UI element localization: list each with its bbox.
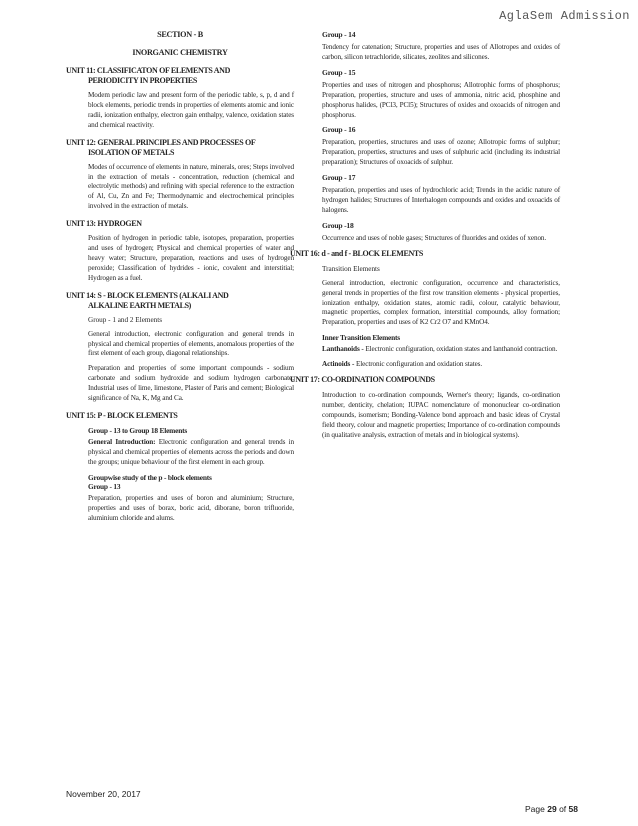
transition-heading: Transition Elements bbox=[322, 264, 380, 273]
unit17-heading: UNIT 17: CO-ORDINATION COMPOUNDS bbox=[290, 374, 435, 384]
groupwise-heading: Groupwise study of the p - block elements bbox=[88, 472, 212, 482]
unit14-title-line2: ALKALINE EARTH METALS) bbox=[88, 300, 191, 310]
general-intro-label: General Introduction: bbox=[88, 437, 156, 446]
group15-body: Properties and uses of nitrogen and phosphorus; Allotrophic forms of phosphorus; Preparation, properties, structure and uses of ammonia, nitric acid, phosphine and phosphorus halides, (PCl3, PCl5); Structures of oxides and oxoacids of nitrogen and phosphorus. bbox=[322, 80, 560, 119]
actinoids-body: Electronic configuration and oxidation states. bbox=[354, 360, 483, 369]
lanthanoids-label: Lanthanoids - bbox=[322, 345, 364, 354]
unit14-body-1: General introduction, electronic configuration and general trends in physical and chemical properties of elements, anomalous properties of the first element of each group, diagonal relationships. bbox=[88, 329, 294, 358]
unit16-body: General introduction, electronic configuration, occurrence and characteristics, general trends in properties of the first row transition elements - physical properties, ionization enthalpy, oxidation states, atomic radii, colour, catalytic behaviour, magnetic properties, complex formation, interstitial compounds, alloy formation; Preparation, properties and uses of K2 Cr2 O7 and KMnO4. bbox=[322, 278, 560, 327]
inner-transition-heading: Inner Transition Elements bbox=[322, 333, 400, 343]
page-total: 58 bbox=[568, 804, 578, 814]
footer-page-number bbox=[525, 804, 578, 814]
unit12-body: Modes of occurrence of elements in nature, minerals, ores; Steps involved in the extraction of metals - concentration, reduction (chemical and electrolytic methods) and refining with special reference to the extraction of Al, Cu, Zn and Fe; Thermodynamic and electrochemical principles involved in the extraction of metals. bbox=[88, 162, 294, 211]
left-column bbox=[66, 30, 294, 529]
unit13-body: Position of hydrogen in periodic table, isotopes, preparation, properties and uses of hydrogen; Physical and chemical properties of water and heavy water; Structure, preparation, reactions and uses of hydrogen peroxide; Classification of hydrides - ionic, covalent and interstitial; Hydrogen as a fuel. bbox=[88, 234, 294, 282]
group14-body: Tendency for catenation; Structure, properties and uses of Allotropes and oxides of carbon, silicon tetrachloride, silicates, zeolites and silicones. bbox=[322, 43, 560, 61]
unit13-heading: UNIT 13: HYDROGEN bbox=[66, 219, 142, 229]
general-intro-text: Electronic configuration and general trends in physical and chemical properties of elements across the periods and down the groups; unique behaviour of the first element in each group. bbox=[88, 437, 294, 466]
group16-heading: Group - 16 bbox=[322, 125, 356, 135]
group13-heading: Group - 13 bbox=[88, 482, 121, 492]
right-column bbox=[290, 30, 560, 445]
group14-heading: Group - 14 bbox=[322, 30, 356, 39]
unit12-heading bbox=[66, 138, 294, 158]
group13-body: Preparation, properties and uses of boron and aluminium; Structure, properties and uses of borax, boric acid, diborane, boron trifluoride, aluminium chloride and alums. bbox=[88, 494, 294, 523]
group15-heading: Group - 15 bbox=[322, 67, 356, 77]
watermark: AglaSem Admission bbox=[499, 9, 630, 23]
unit11-title-line1: UNIT 11: CLASSIFICATON OF ELEMENTS AND bbox=[66, 66, 230, 75]
unit17-body: Introduction to co-ordination compounds, Werner's theory; ligands, co-ordination number, denticity, chelation; IUPAC nomenclature of mononuclear co-ordination compounds, isomerism; Bonding-Valence bond approach and basic ideas of Crystal field theory, colour and magnetic properties; Importance of co-ordination compounds (in qualitative analysis, extraction of metals and in biological systems). bbox=[322, 390, 560, 439]
unit15-heading: UNIT 15: P - BLOCK ELEMENTS bbox=[66, 410, 178, 420]
section-title: SECTION - B bbox=[157, 30, 203, 39]
unit11-body: Modem periodic law and present form of the periodic table, s, p, d and f block elements, periodic trends in properties of elements atomic and ionic radii, ionization enthalpy, electron gain enthalpy, valence, oxidation states and chemical reactivity. bbox=[88, 91, 294, 129]
group18-body: Occurrence and uses of noble gases; Structures of fluorides and oxides of xenon. bbox=[322, 233, 547, 242]
page-label: Page bbox=[524, 804, 545, 814]
actinoids-label: Actinoids - bbox=[322, 360, 355, 369]
unit12-title-line1: UNIT 12: GENERAL PRINCIPLES AND PROCESSES OF bbox=[66, 137, 256, 147]
unit14-heading bbox=[66, 291, 294, 311]
unit16-heading: UNIT 16: d - and f - BLOCK ELEMENTS bbox=[290, 248, 423, 258]
unit14-body-2: Preparation and properties of some important compounds - sodium carbonate and sodium hydroxide and sodium hydrogen carbonate; Industrial uses of lime, limestone, Plaster of Paris and cement; Biological significance of Na, K, Mg and Ca. bbox=[88, 364, 294, 403]
group16-body: Preparation, properties, structures and uses of ozone; Allotropic forms of sulphur; Preparation, properties, structures and uses of sulphuric acid (including its industrial preparation); Structures of oxoacids of sulphur. bbox=[322, 138, 560, 167]
unit14-group: Group - 1 and 2 Elements bbox=[88, 315, 163, 324]
page-of: of bbox=[559, 804, 567, 814]
lanthanoids-body: Electronic configuration, oxidation states and lanthanoid contraction. bbox=[363, 345, 558, 354]
group17-heading: Group - 17 bbox=[322, 173, 356, 183]
page-current: 29 bbox=[547, 804, 557, 814]
section-subtitle: INORGANIC CHEMISTRY bbox=[132, 48, 228, 57]
unit12-title-line2: ISOLATION OF METALS bbox=[88, 147, 175, 157]
unit15-group-range: Group - 13 to Group 18 Elements bbox=[88, 425, 188, 435]
unit14-title-line1: UNIT 14: S - BLOCK ELEMENTS (ALKALI AND bbox=[66, 290, 229, 300]
unit11-title-line2: PERIODICITY IN PROPERTIES bbox=[88, 76, 197, 85]
group18-heading: Group -18 bbox=[322, 220, 354, 230]
footer-date: November 20, 2017 bbox=[66, 789, 141, 799]
lanthanoids-text bbox=[290, 345, 560, 355]
unit15-general-intro bbox=[88, 438, 294, 468]
group17-body: Preparation, properties and uses of hydrochloric acid; Trends in the acidic nature of hydrogen halides; Structures of Interhalogen compounds and oxides and oxoacids of halogens. bbox=[322, 186, 560, 214]
unit11-heading bbox=[66, 66, 294, 86]
actinoids-text bbox=[290, 360, 560, 370]
